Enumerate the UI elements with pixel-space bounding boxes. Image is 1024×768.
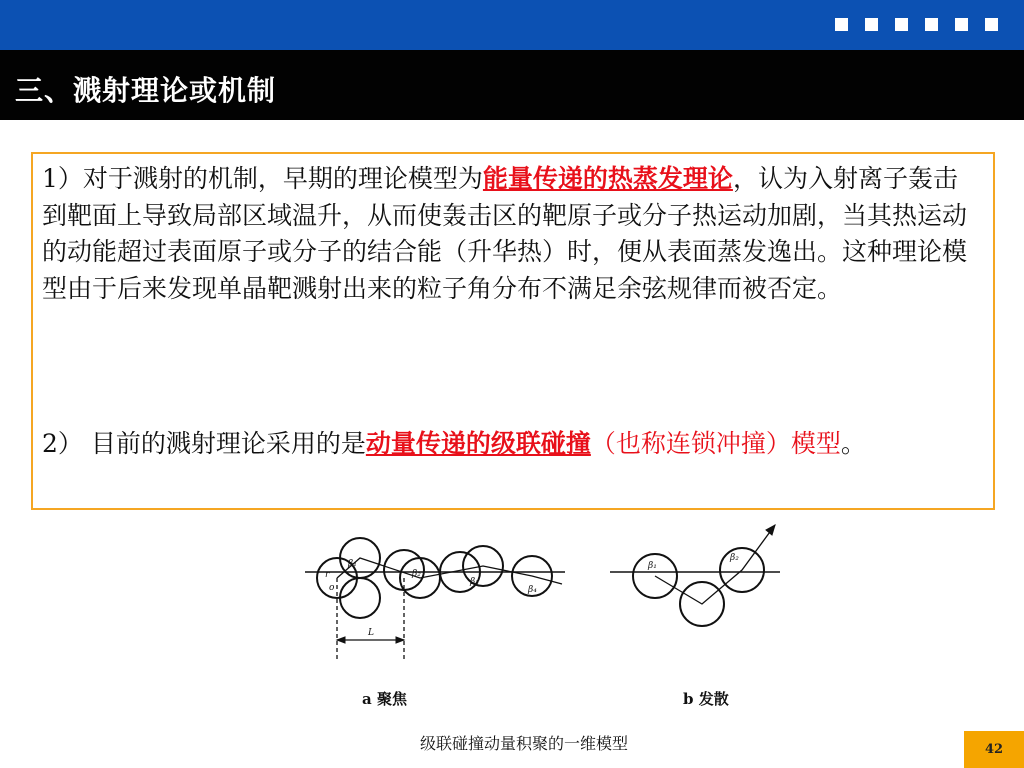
p2-end: 。 — [840, 429, 866, 458]
figure-caption: 级联碰撞动量积聚的一维模型 — [420, 734, 629, 753]
label-beta2-b: β₂ — [730, 553, 739, 563]
paragraph-2 — [42, 426, 977, 463]
p1-prefix: 1）对于溅射的机制，早期的理论模型为 — [42, 164, 483, 193]
label-beta1-a: β₁ — [348, 559, 357, 569]
p2-highlight: 动量传递的级联碰撞 — [365, 429, 591, 458]
square-icon — [895, 18, 908, 31]
square-icon — [925, 18, 938, 31]
page-number: 42 — [964, 731, 1024, 768]
label-beta1-b: β₁ — [648, 561, 657, 571]
p2-red-rest: （也称连锁冲撞）模型 — [590, 429, 841, 458]
square-icon — [985, 18, 998, 31]
label-L: L — [368, 628, 374, 638]
paragraph-1 — [42, 161, 977, 307]
caption-b: b 发散 — [683, 690, 729, 708]
diagram-b-diverging — [610, 525, 780, 626]
diagram-a-focusing — [305, 538, 565, 660]
square-icon — [835, 18, 848, 31]
caption-a: a 聚焦 — [362, 690, 407, 708]
p2-prefix: 2） 目前的溅射理论采用的是 — [42, 429, 366, 458]
square-icon — [955, 18, 968, 31]
label-beta3-a: β₃ — [470, 577, 479, 587]
p1-rest: ，认为入射离子轰击到靶面上导致局部区域温升，从而使轰击区的靶原子或分子热运动加剧，当其热运动的动能超过表面原子或分子的结合能（升华热）时，便从表面蒸发逸出。这种理论模型由于后来发现单晶靶溅射出来的粒子角分布不满足余弦规律而被否定。 — [42, 164, 968, 303]
label-beta2-a: β₂ — [412, 569, 421, 579]
decorative-squares — [835, 18, 998, 31]
top-bar — [0, 0, 1024, 50]
p1-highlight: 能量传递的热蒸发理论 — [482, 164, 733, 193]
slide-title: 三、溅射理论或机制 — [15, 74, 277, 107]
collision-diagram — [300, 520, 800, 700]
label-o: o — [329, 583, 335, 593]
label-r: r — [325, 570, 330, 580]
label-beta4-a: β₄ — [528, 585, 537, 595]
square-icon — [865, 18, 878, 31]
